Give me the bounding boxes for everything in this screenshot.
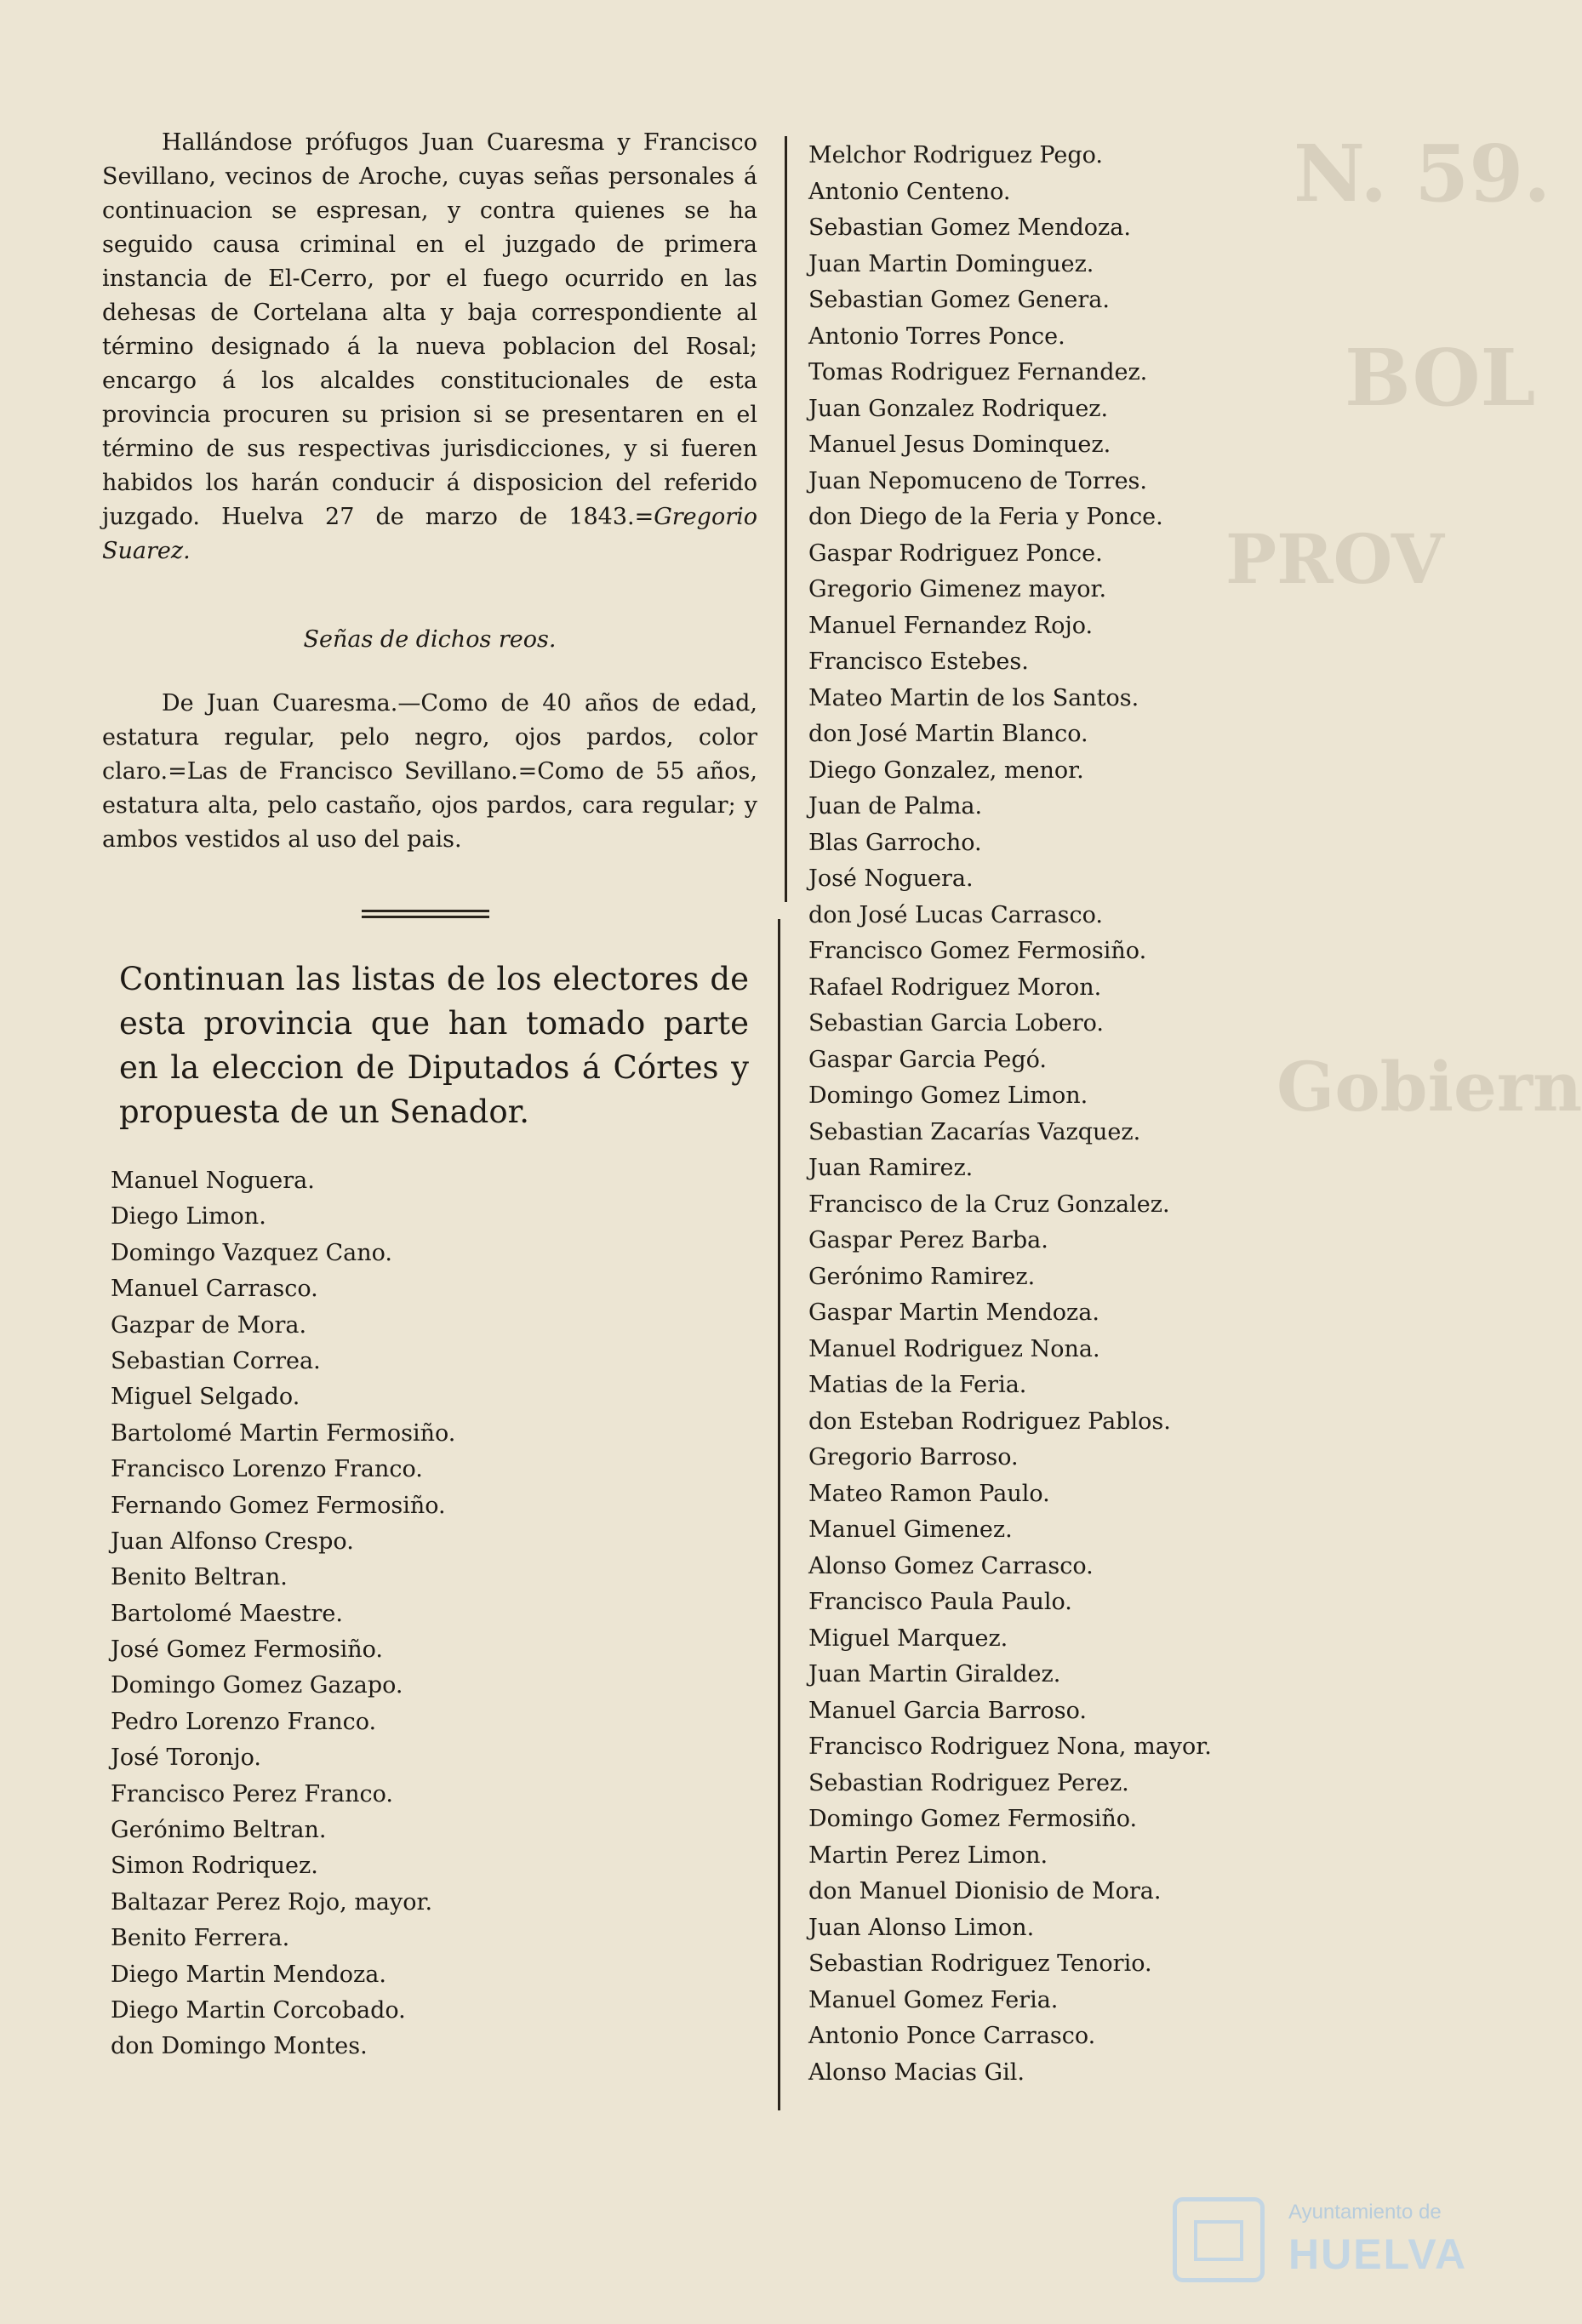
elector-name: don José Lucas Carrasco. xyxy=(808,901,1103,928)
elector-name: Alonso Macias Gil. xyxy=(808,2058,1025,2086)
elector-name: Juan Martin Giraldez. xyxy=(808,1661,1061,1687)
elector-name: Antonio Torres Ponce. xyxy=(808,323,1065,350)
elector-name: Manuel Gimenez. xyxy=(808,1516,1013,1543)
electors-list-right xyxy=(808,138,1319,2091)
elector-name: Sebastian Garcia Lobero. xyxy=(808,1010,1104,1036)
electors-heading: Continuan las listas de los electores de esta provincia que han tomado parte en la eleccion de Diputados á Córtes y propuesta de un Senador. xyxy=(119,961,749,1130)
notice-signature: Gregorio Suarez. xyxy=(102,504,757,564)
elector-name: Juan de Palma. xyxy=(808,793,983,819)
elector-name: Manuel Jesus Dominquez. xyxy=(808,431,1111,458)
elector-name: Gerónimo Ramirez. xyxy=(808,1263,1036,1290)
elector-name: Manuel Noguera. xyxy=(111,1168,315,1194)
elector-name: Bartolomé Maestre. xyxy=(111,1600,343,1627)
elector-name: Francisco Rodriguez Nona, mayor. xyxy=(808,1733,1212,1760)
elector-name: Gaspar Rodriguez Ponce. xyxy=(808,540,1103,567)
elector-name: Fernando Gomez Fermosiño. xyxy=(111,1492,446,1519)
watermark-logo xyxy=(1173,2197,1468,2282)
elector-name: Francisco Paula Paulo. xyxy=(808,1589,1072,1615)
column-divider-top xyxy=(785,136,787,902)
elector-name: Bartolomé Martin Fermosiño. xyxy=(111,1419,456,1447)
elector-name: Manuel Gomez Feria. xyxy=(808,1986,1059,2013)
elector-name: Sebastian Rodriguez Tenorio. xyxy=(808,1950,1152,1977)
elector-name: Miguel Marquez. xyxy=(808,1625,1008,1652)
description-heading: Señas de dichos reos. xyxy=(303,626,557,653)
elector-name: Sebastian Gomez Mendoza. xyxy=(808,214,1131,241)
elector-name: Simon Rodriquez. xyxy=(111,1853,318,1880)
elector-name: Juan Alfonso Crespo. xyxy=(111,1527,354,1555)
elector-name: Juan Martin Dominguez. xyxy=(808,250,1094,277)
elector-name: José Gomez Fermosiño. xyxy=(111,1636,383,1664)
bleed-office: Gobiern xyxy=(1276,1047,1582,1127)
elector-name: Mateo Ramon Paulo. xyxy=(808,1480,1050,1507)
elector-name: Francisco Gomez Fermosiño. xyxy=(808,938,1147,964)
elector-name: don Domingo Montes. xyxy=(111,2033,368,2060)
elector-name: Benito Ferrera. xyxy=(111,1925,290,1952)
elector-name: Sebastian Rodriguez Perez. xyxy=(808,1769,1129,1796)
elector-name: Domingo Vazquez Cano. xyxy=(111,1239,392,1266)
elector-name: Francisco de la Cruz Gonzalez. xyxy=(808,1191,1170,1218)
elector-name: Tomas Rodriguez Fernandez. xyxy=(808,359,1148,385)
elector-name: Martin Perez Limon. xyxy=(808,1841,1048,1869)
elector-name: José Toronjo. xyxy=(111,1744,261,1772)
left-column xyxy=(102,126,757,2065)
bleed-province: PROV xyxy=(1225,519,1444,599)
elector-name: Gaspar Perez Barba. xyxy=(808,1227,1048,1253)
elector-name: Manuel Rodriguez Nona. xyxy=(808,1335,1100,1362)
elector-name: Manuel Garcia Barroso. xyxy=(808,1697,1087,1724)
column-divider-bottom xyxy=(778,919,780,2110)
elector-name: Diego Martin Mendoza. xyxy=(111,1961,386,1988)
elector-name: Manuel Fernandez Rojo. xyxy=(808,612,1094,639)
elector-name: Melchor Rodriguez Pego. xyxy=(808,142,1103,168)
elector-name: Miguel Selgado. xyxy=(111,1384,300,1411)
elector-name: don José Martin Blanco. xyxy=(808,721,1088,747)
elector-name: Domingo Gomez Gazapo. xyxy=(111,1672,403,1699)
elector-name: Alonso Gomez Carrasco. xyxy=(808,1552,1094,1579)
elector-name: Baltazar Perez Rojo, mayor. xyxy=(111,1888,433,1916)
elector-name: Sebastian Gomez Genera. xyxy=(808,287,1110,313)
right-column xyxy=(808,138,1319,2091)
elector-name: Gerónimo Beltran. xyxy=(111,1817,327,1844)
elector-name: Mateo Martin de los Santos. xyxy=(808,684,1139,711)
elector-name: Sebastian Correa. xyxy=(111,1347,321,1374)
section-divider-ornament xyxy=(362,910,489,918)
elector-name: Domingo Gomez Limon. xyxy=(808,1082,1088,1109)
elector-name: Manuel Carrasco. xyxy=(111,1276,318,1303)
elector-name: Gaspar Garcia Pegó. xyxy=(808,1046,1047,1073)
electors-list-left xyxy=(111,1163,757,2065)
watermark-big-text: HUELVA xyxy=(1288,2230,1468,2278)
elector-name: Domingo Gomez Fermosiño. xyxy=(808,1806,1138,1832)
elector-name: Benito Beltran. xyxy=(111,1564,288,1591)
elector-name: Juan Nepomuceno de Torres. xyxy=(808,467,1147,494)
elector-name: Francisco Perez Franco. xyxy=(111,1780,393,1807)
elector-name: Diego Limon. xyxy=(111,1203,266,1231)
elector-name: Gaspar Martin Mendoza. xyxy=(808,1299,1099,1326)
watermark-small-text: Ayuntamiento de xyxy=(1288,2201,1442,2224)
elector-name: Pedro Lorenzo Franco. xyxy=(111,1708,377,1735)
elector-name: Matias de la Feria. xyxy=(808,1372,1027,1398)
elector-name: don Manuel Dionisio de Mora. xyxy=(808,1878,1162,1904)
elector-name: Blas Garrocho. xyxy=(808,829,982,856)
coat-of-arms-icon xyxy=(1173,2197,1265,2282)
elector-name: Francisco Estebes. xyxy=(808,648,1029,675)
fugitive-notice xyxy=(102,126,757,568)
elector-name: José Noguera. xyxy=(808,865,974,892)
elector-name: Gazpar de Mora. xyxy=(111,1311,307,1339)
elector-name: Juan Gonzalez Rodriquez. xyxy=(808,395,1109,422)
elector-name: Antonio Centeno. xyxy=(808,178,1011,205)
elector-name: Francisco Lorenzo Franco. xyxy=(111,1456,423,1483)
elector-name: Sebastian Zacarías Vazquez. xyxy=(808,1118,1141,1145)
elector-name: Gregorio Barroso. xyxy=(808,1444,1019,1470)
elector-name: Juan Alonso Limon. xyxy=(808,1914,1035,1941)
elector-name: Antonio Ponce Carrasco. xyxy=(808,2023,1096,2049)
elector-name: Rafael Rodriguez Moron. xyxy=(808,974,1102,1001)
elector-name: don Diego de la Feria y Ponce. xyxy=(808,504,1163,530)
elector-name: Diego Gonzalez, menor. xyxy=(808,757,1084,784)
bleed-issue-number: N. 59. xyxy=(1294,128,1551,220)
elector-name: don Esteban Rodriguez Pablos. xyxy=(808,1408,1171,1435)
elector-name: Juan Ramirez. xyxy=(808,1155,974,1181)
description-text: De Juan Cuaresma.—Como de 40 años de edad, estatura regular, pelo negro, ojos pardos, color claro.=Las de Francisco Sevillano.=Como de 55 años, estatura alta, pelo castaño, ojos pardos, cara regular; y ambos vestidos al uso del pais. xyxy=(102,690,757,853)
bleed-masthead: BOL xyxy=(1345,332,1536,424)
elector-name: Gregorio Gimenez mayor. xyxy=(808,576,1107,602)
notice-text: Hallándose prófugos Juan Cuaresma y Francisco Sevillano, vecinos de Aroche, cuyas señas personales á continuacion se espresan, y contra quienes se ha seguido causa criminal en el juzgado de primera instancia de El-Cerro, por el fuego ocurrido en las dehesas de Cortelana alta y baja correspondiente al término designado á la nueva poblacion del Rosal; encargo á los alcaldes constitucionales de esta provincia procuren su prision si se presentaren en el término de sus respectivas jurisdicciones, y si fueren habidos los harán conducir á disposicion del referido juzgado. Huelva 27 de marzo de 1843.= xyxy=(102,129,757,530)
elector-name: Diego Martin Corcobado. xyxy=(111,1996,406,2024)
